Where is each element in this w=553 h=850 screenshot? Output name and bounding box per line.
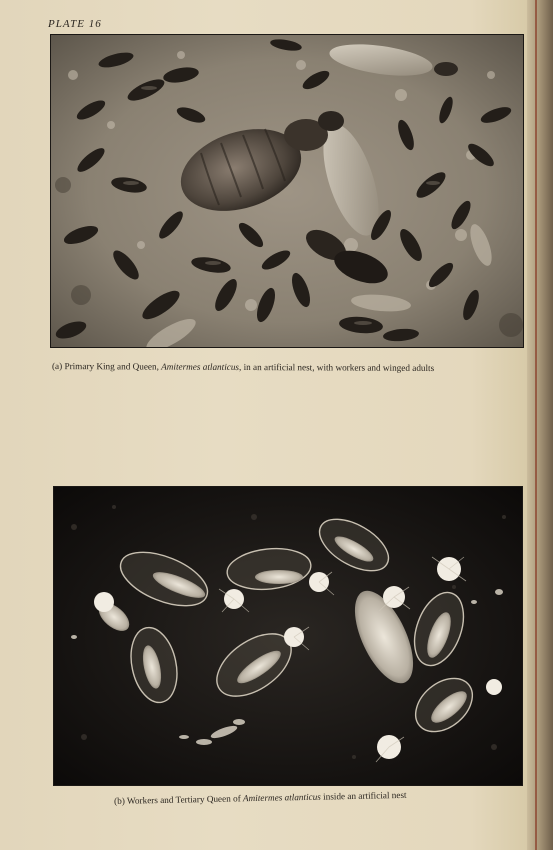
caption-b-text-start: Workers and Tertiary Queen of: [126, 793, 241, 806]
caption-a-text-start: Primary King and Queen,: [64, 361, 159, 372]
photo-workers-and-tertiary-queen: [53, 486, 523, 786]
caption-b-label: (b): [114, 795, 125, 806]
page-edge-line: [535, 0, 537, 850]
caption-plate-a: [52, 361, 434, 373]
caption-a-text-end: in an artificial nest, with workers and winged adults: [243, 362, 435, 374]
running-head: PLATE 16: [48, 18, 102, 30]
caption-a-label: (a): [51, 361, 63, 372]
caption-a-species: Amitermes atlanticus,: [161, 361, 242, 372]
caption-plate-b: [114, 790, 407, 806]
photo-primary-king-and-queen: [50, 34, 524, 348]
caption-b-species: Amitermes atlanticus: [242, 791, 321, 804]
book-spine-gutter: [527, 0, 553, 850]
caption-b-text-end: inside an artificial nest: [323, 789, 407, 802]
